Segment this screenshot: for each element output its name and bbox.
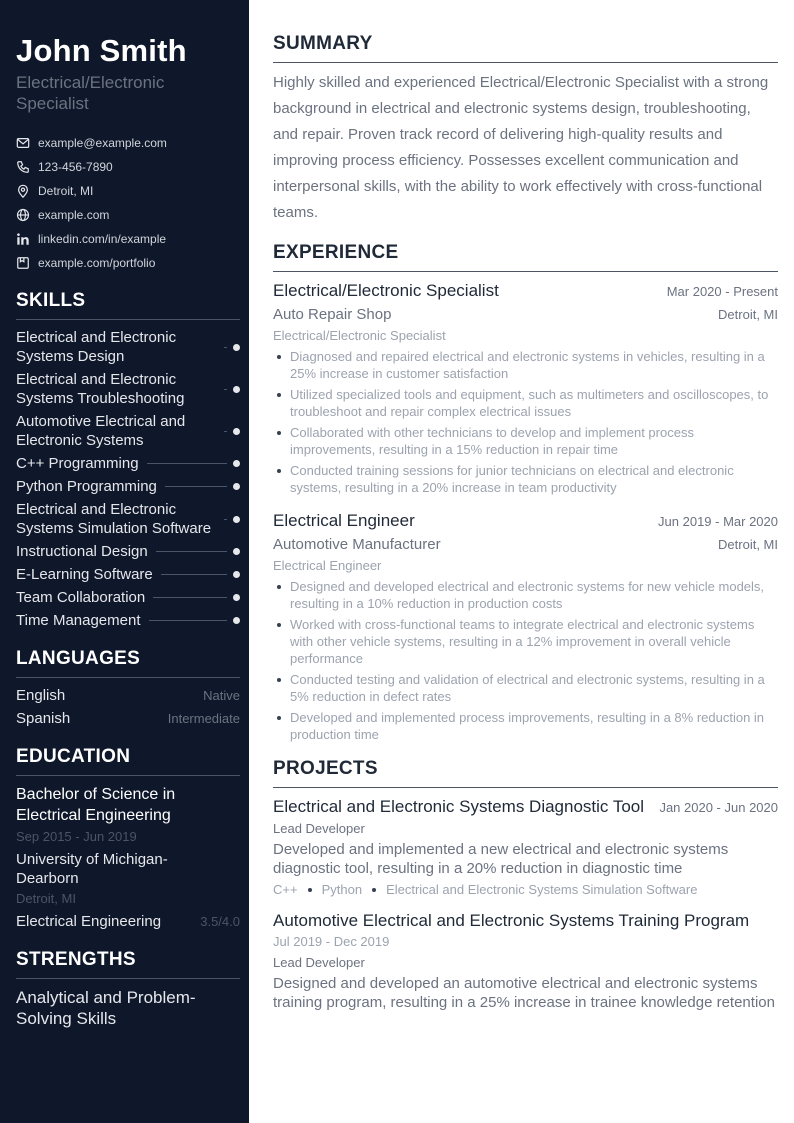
language-name: Spanish — [16, 710, 71, 727]
skill-label: Electrical and Electronic Systems Design — [16, 329, 177, 365]
skill-label: Electrical and Electronic Systems Troubleshooting — [16, 371, 185, 407]
projects-section — [273, 757, 778, 1012]
education-section — [16, 745, 240, 931]
job-bullet: Diagnosed and repaired electrical and electronic systems in vehicles, resulting in a 25% increase in customer satisfaction — [273, 348, 778, 382]
strength-item: Analytical and Problem-Solving Skills — [16, 988, 196, 1028]
education-dates: Sep 2015 - Jun 2019 — [16, 829, 137, 844]
job-bullet: Designed and developed electrical and electronic systems for new vehicle models, resulting in a 10% reduction in production costs — [273, 578, 778, 612]
experience-section — [273, 241, 778, 743]
contact-list — [16, 131, 240, 275]
skill-line — [224, 431, 227, 432]
project-entry — [273, 910, 778, 1012]
main-content — [273, 32, 778, 1012]
tag-separator — [372, 888, 376, 892]
contact-email-text: example@example.com — [38, 136, 167, 150]
candidate-name: John Smith — [16, 33, 187, 68]
language-item — [16, 709, 240, 728]
globe-icon — [16, 208, 30, 222]
contact-phone[interactable] — [16, 155, 240, 179]
summary-heading: SUMMARY — [273, 32, 778, 63]
skill-label: Time Management — [16, 612, 141, 629]
location-pin-icon — [16, 184, 30, 198]
language-name: English — [16, 687, 66, 704]
project-dates: Jan 2020 - Jun 2020 — [659, 800, 778, 815]
job-company: Auto Repair Shop — [273, 306, 392, 323]
job-role: Electrical Engineer — [273, 558, 382, 573]
skill-line — [161, 574, 227, 575]
job-bullets — [273, 348, 778, 496]
job-title: Electrical Engineer — [273, 511, 415, 530]
education-field: Electrical Engineering — [16, 913, 162, 930]
project-tag: Python — [321, 882, 363, 897]
job-bullet: Conducted testing and validation of electrical and electronic systems, resulting in a 5% reduction in defect rates — [273, 671, 778, 705]
job-title: Electrical/Electronic Specialist — [273, 281, 499, 300]
job-bullet: Developed and implemented process improvements, resulting in a 8% reduction in production time — [273, 709, 778, 743]
skill-line — [224, 389, 227, 390]
job-dates: Mar 2020 - Present — [666, 284, 778, 299]
project-role: Lead Developer — [273, 821, 365, 836]
skills-section — [16, 289, 240, 630]
education-location: Detroit, MI — [16, 891, 76, 906]
languages-heading: LANGUAGES — [16, 647, 240, 678]
skill-dot — [233, 571, 240, 578]
job-company: Automotive Manufacturer — [273, 536, 441, 553]
job-location: Detroit, MI — [718, 537, 778, 552]
tag-separator — [308, 888, 312, 892]
job-bullets — [273, 578, 778, 743]
skill-line — [224, 519, 227, 520]
skill-item — [16, 328, 240, 366]
skill-dot — [233, 594, 240, 601]
skill-dot — [233, 617, 240, 624]
skill-line — [224, 347, 227, 348]
project-entry — [273, 796, 778, 900]
skill-dot — [233, 460, 240, 467]
skill-line — [165, 486, 227, 487]
language-level: Intermediate — [167, 711, 240, 726]
skill-line — [156, 551, 227, 552]
skill-dot — [233, 386, 240, 393]
project-description: Developed and implemented a new electrical and electronic systems diagnostic tool, resulting in a 20% reduction in diagnostic time — [273, 841, 729, 877]
project-tags — [273, 880, 778, 900]
job-dates: Jun 2019 - Mar 2020 — [658, 514, 778, 529]
projects-heading: PROJECTS — [273, 757, 778, 788]
email-icon — [16, 136, 30, 150]
job-role: Electrical/Electronic Specialist — [273, 328, 446, 343]
job-bullet: Collaborated with other technicians to develop and implement process improvements, resulting in a 15% reduction in repair time — [273, 424, 778, 458]
contact-website-text: example.com — [38, 208, 110, 222]
job-entry — [273, 510, 778, 743]
skill-label: E-Learning Software — [16, 566, 153, 583]
project-description: Designed and developed an automotive electrical and electronic systems training program, resulting in a 25% increase in trainee knowledge retention — [273, 975, 775, 1011]
project-dates: Jul 2019 - Dec 2019 — [273, 934, 390, 949]
language-level: Native — [203, 688, 240, 703]
contact-email[interactable] — [16, 131, 240, 155]
education-degree: Bachelor of Science in Electrical Engineering — [16, 786, 176, 824]
skill-item — [16, 565, 240, 584]
skill-dot — [233, 344, 240, 351]
skill-dot — [233, 548, 240, 555]
phone-icon — [16, 160, 30, 174]
skill-label: Electrical and Electronic Systems Simulation Software — [16, 501, 212, 537]
skill-item — [16, 454, 240, 473]
summary-section — [273, 32, 778, 226]
skill-item — [16, 370, 240, 408]
job-bullet: Worked with cross-functional teams to integrate electrical and electronic systems with other vehicle systems, resulting in a 12% improvement in overall vehicle performance — [273, 616, 778, 667]
skill-item — [16, 542, 240, 561]
job-bullet: Utilized specialized tools and equipment, such as multimeters and oscilloscopes, to troubleshoot and repair complex electrical issues — [273, 386, 778, 420]
job-bullet: Conducted training sessions for junior technicians on electrical and electronic systems, resulting in a 20% increase in team productivity — [273, 462, 778, 496]
project-title: Electrical and Electronic Systems Diagnostic Tool — [273, 797, 645, 816]
contact-location-text: Detroit, MI — [38, 184, 94, 198]
skill-label: Automotive Electrical and Electronic Systems — [16, 413, 186, 449]
skill-label: C++ Programming — [16, 455, 139, 472]
strengths-section — [16, 948, 240, 1029]
skill-label: Team Collaboration — [16, 589, 146, 606]
job-location: Detroit, MI — [718, 307, 778, 322]
education-school: University of Michigan-Dearborn — [16, 851, 168, 887]
contact-portfolio-text: example.com/portfolio — [38, 256, 156, 270]
candidate-title: Electrical/Electronic Specialist — [16, 73, 165, 113]
skill-dot — [233, 428, 240, 435]
contact-portfolio[interactable] — [16, 251, 240, 275]
skill-line — [153, 597, 227, 598]
contact-location — [16, 179, 240, 203]
skill-item — [16, 500, 240, 538]
linkedin-icon — [16, 232, 30, 246]
skill-label: Instructional Design — [16, 543, 148, 560]
skill-item — [16, 477, 240, 496]
skill-dot — [233, 516, 240, 523]
skill-item — [16, 412, 240, 450]
experience-heading: EXPERIENCE — [273, 241, 778, 272]
project-tag: Electrical and Electronic Systems Simulation Software — [386, 882, 698, 897]
language-item — [16, 686, 240, 705]
education-heading: EDUCATION — [16, 745, 240, 776]
summary-text: Highly skilled and experienced Electrical/Electronic Specialist with a strong background in electrical and electronic systems design, troubleshooting, and repair. Proven track record of delivering high-quality results and improving process efficiency. Possesses excellent communication and interpersonal skills, with the ability to work effectively with cross-functional teams. — [273, 74, 769, 221]
project-title: Automotive Electrical and Electronic Systems Training Program — [273, 911, 750, 930]
skill-item — [16, 588, 240, 607]
strengths-heading: STRENGTHS — [16, 948, 240, 979]
skills-heading: SKILLS — [16, 289, 240, 320]
job-entry — [273, 280, 778, 496]
sidebar — [0, 0, 249, 1123]
skill-item — [16, 611, 240, 630]
skill-line — [147, 463, 227, 464]
languages-section — [16, 647, 240, 728]
skill-line — [149, 620, 228, 621]
contact-linkedin-text: linkedin.com/in/example — [38, 232, 167, 246]
project-tag: C++ — [273, 882, 298, 897]
portfolio-icon — [16, 256, 30, 270]
contact-linkedin[interactable] — [16, 227, 240, 251]
project-role: Lead Developer — [273, 955, 365, 970]
skill-label: Python Programming — [16, 478, 157, 495]
skill-dot — [233, 483, 240, 490]
contact-phone-text: 123-456-7890 — [38, 160, 113, 174]
contact-website[interactable] — [16, 203, 240, 227]
education-field-row — [16, 912, 240, 931]
education-gpa: 3.5/4.0 — [200, 914, 240, 929]
